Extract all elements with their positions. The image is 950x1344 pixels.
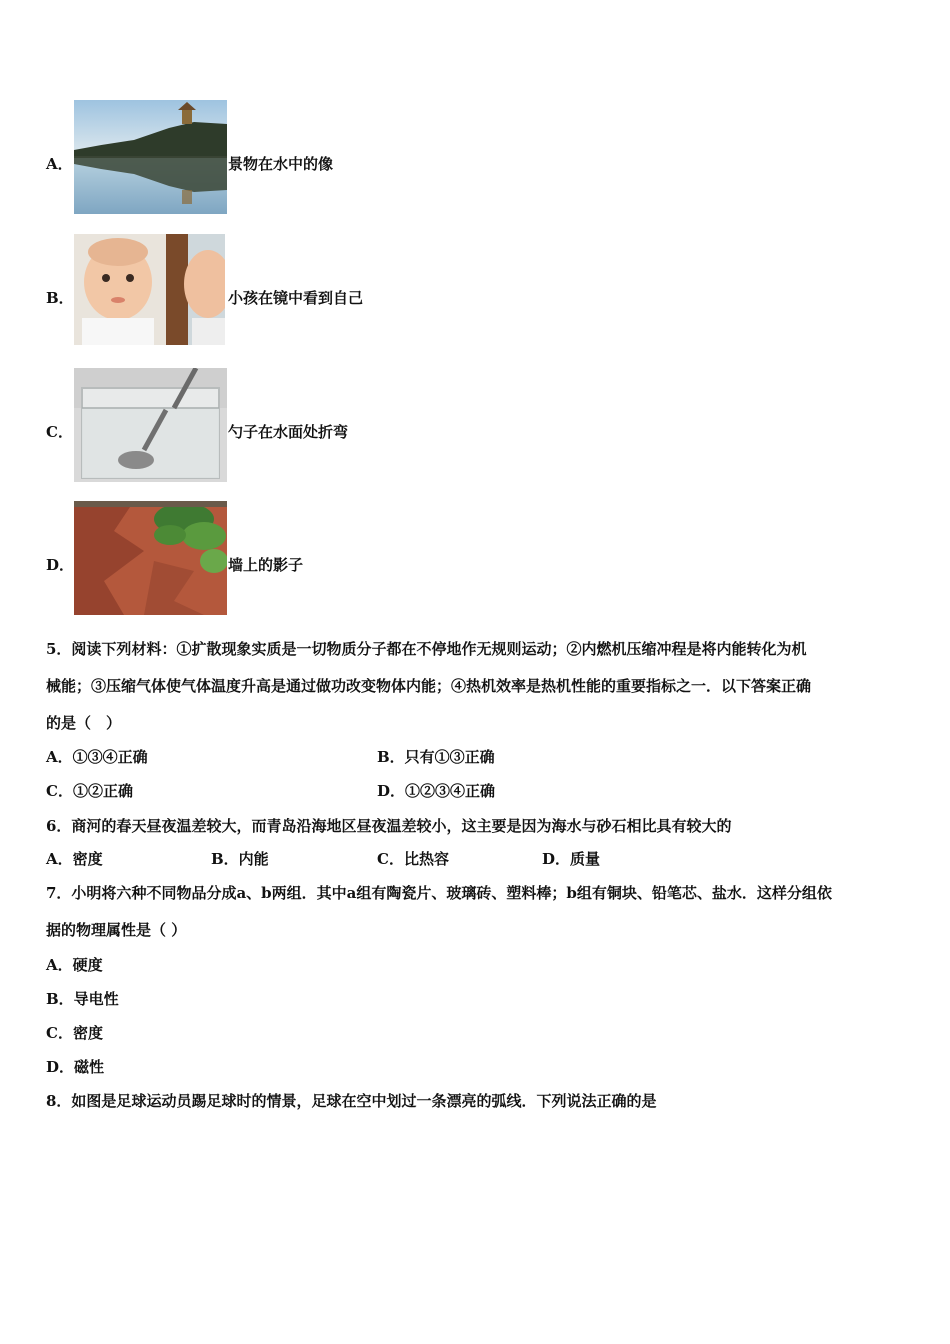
q6-option-b: B．内能 — [211, 850, 269, 868]
option-d-letter: D． — [46, 556, 75, 574]
q5-line-2: 械能；③压缩气体使气体温度升高是通过做功改变物体内能；④热机效率是热机性能的重要指标之一．以下答案正确 — [46, 677, 812, 695]
option-d-row — [46, 501, 646, 617]
q5-line-3: 的是（ ） — [46, 714, 122, 732]
option-c-caption: 勺子在水面处折弯 — [228, 423, 349, 441]
q7-option-c: C．密度 — [46, 1024, 103, 1042]
option-b-caption: 小孩在镜中看到自己 — [228, 289, 364, 307]
q7-line-2: 据的物理属性是（ ） — [46, 921, 187, 939]
wall-shadow-photo — [74, 501, 227, 615]
q6-option-d: D．质量 — [542, 850, 601, 868]
q5-option-b: B．只有①③正确 — [377, 748, 495, 766]
q5-option-a: A．①③④正确 — [46, 748, 148, 766]
q7-option-d: D．磁性 — [46, 1058, 105, 1076]
option-c-letter: C． — [46, 423, 73, 441]
q7-option-b: B．导电性 — [46, 990, 119, 1008]
baby-mirror-photo — [74, 234, 225, 345]
option-c-row — [46, 368, 646, 484]
q5-option-c: C．①②正确 — [46, 782, 133, 800]
option-b-row — [46, 234, 646, 350]
lake-reflection-photo — [74, 100, 227, 214]
q7-line-1: 7．小明将六种不同物品分成a、b两组．其中a组有陶瓷片、玻璃砖、塑料棒；b组有铜块、铅笔芯、盐水．这样分组依 — [46, 884, 832, 902]
option-a-caption: 景物在水中的像 — [228, 155, 334, 173]
q6-option-a: A．密度 — [46, 850, 103, 868]
q5-line-1: 5．阅读下列材料：①扩散现象实质是一切物质分子都在不停地作无规则运动；②内燃机压缩冲程是将内能转化为机 — [46, 640, 807, 658]
q6-option-c: C．比热容 — [377, 850, 449, 868]
q5-option-d: D．①②③④正确 — [377, 782, 496, 800]
option-a-row — [46, 100, 646, 216]
option-d-caption: 墙上的影子 — [228, 556, 304, 574]
q8-line-1: 8．如图是足球运动员踢足球时的情景，足球在空中划过一条漂亮的弧线．下列说法正确的是 — [46, 1092, 657, 1110]
q6-line-1: 6．商河的春天昼夜温差较大，而青岛沿海地区昼夜温差较小，这主要是因为海水与砂石相比具有较大的 — [46, 817, 732, 835]
spoon-in-water-photo — [74, 368, 227, 482]
option-b-letter: B． — [46, 289, 74, 307]
option-a-letter: A． — [46, 155, 73, 173]
q7-option-a: A．硬度 — [46, 956, 103, 974]
